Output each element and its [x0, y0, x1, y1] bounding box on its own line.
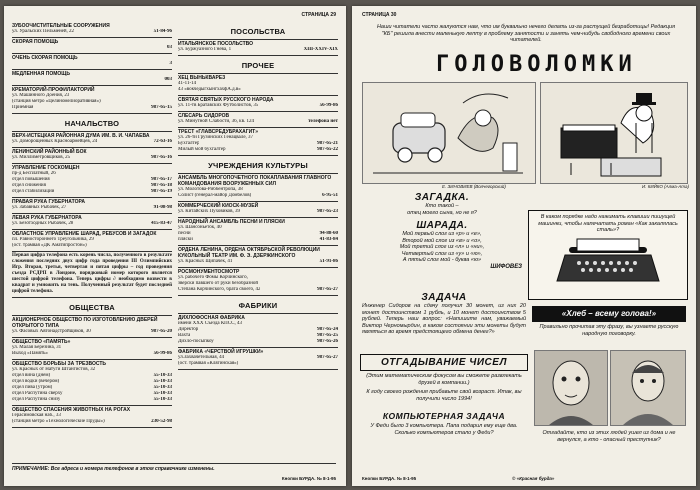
directory-entry	[178, 314, 338, 348]
entry-line	[12, 45, 172, 51]
entry-address: ул. Миллиметровщиков, 25	[12, 155, 71, 160]
sharada-line-4: Четвертый слог из «у» и «ю»,	[401, 250, 483, 257]
entry-name: ОЧЕНЬ СКОРАЯ ПОМОЩЬ	[12, 55, 78, 61]
entry-address: ул.Захвачетельная, 44	[178, 355, 225, 360]
entry-address: ул. Уральских Пельменей, 22	[12, 29, 75, 34]
cartoon-credit-2: И. КИЙКО (Алма-Ата)	[642, 184, 689, 189]
entry-name: ЛЕНИНСКИЙ РАЙОННЫЙ БОК	[12, 149, 87, 155]
section-heading: ОБЩЕСТВА	[12, 298, 172, 316]
page-label: СТРАНИЦА 30	[362, 12, 397, 18]
cartoon-illustration	[363, 83, 535, 183]
zadacha-title: ЗАДАЧА	[421, 292, 467, 303]
directory-column-2	[178, 22, 338, 370]
directory-entry	[12, 22, 172, 38]
entry-address: 43 «вокчедыгхынгхахфА.д.в»	[178, 87, 241, 92]
entry-line	[12, 77, 172, 83]
computer-task-title: КОМПЬЮТЕРНАЯ ЗАДАЧА	[382, 411, 506, 421]
entry-address: (ост. трамвая «ДК Аматипростон»)	[12, 243, 87, 248]
entry-name: ФАБРИКА «ЧЕРСТВОЙ ИГРУШКИ»	[178, 349, 264, 355]
entry-line	[178, 87, 338, 93]
entry-address: пр-д Бесплатный, 26	[12, 171, 56, 176]
entry-name: ДИХЛОФОСНАЯ ФАБРИКА	[178, 315, 245, 321]
entry-address: Бухгалтер	[178, 141, 200, 146]
portrait-image	[611, 351, 685, 425]
computer-task-block	[362, 412, 526, 436]
entry-phone: 6-95-51	[322, 193, 338, 198]
entry-address: отдел водки (вечером)	[12, 379, 60, 384]
entry-phone: 230-52-98	[151, 419, 172, 424]
entry-name: ОРДЕНА ЛЕНИНА, ОРДЕНА ОКТЯБРЬСКОЙ РЕВОЛЮЦИИ КУКОЛЬНЫЙ ТЕАТР ИМ. Ф. Э. ДЗЕРЖИНСКОГО	[178, 247, 320, 259]
entry-phone: 51-84-96	[153, 29, 172, 34]
entry-address: ул. Забавных Рыбачек, 27	[12, 205, 67, 210]
entry-address: ул. Китайских Пуховиков, 39	[178, 209, 240, 214]
entry-address: ул. 11-тв Братавских Футболистов, 35	[178, 103, 259, 108]
entry-phone: XIII-XXIV-XIX	[303, 47, 338, 52]
entry-name: СВЯТАЯ СВЯТЫХ РУССКОГО НАРОДА	[178, 97, 274, 103]
entry-phone: 41-83-84	[319, 237, 338, 242]
entry-line	[178, 209, 338, 215]
entry-line	[12, 105, 172, 111]
entry-address: Директор	[178, 327, 199, 332]
page-footer: Кнопки БУРДА. № 8-1-95	[281, 476, 336, 481]
entry-address: ул. Красных от Натуги Штангистов, 32	[12, 367, 96, 372]
directory-entry	[178, 246, 338, 268]
entry-address: отдел пива (утром)	[12, 385, 53, 390]
entry-address: Приемная	[12, 105, 34, 110]
entry-name: КОММЕРЧЕСКИЙ КИОСК-МУЗЕЙ	[178, 203, 259, 209]
portrait-image	[535, 351, 607, 425]
entry-phone: 72-63-16	[153, 139, 172, 144]
photo-caption: Отгадайте, кто из этих людей ушел из дома и не вернулся, а кто - опасный преступник?	[542, 430, 676, 443]
notice: ПРИМЕЧАНИЕ: Все адреса и номера телефонов в этом справочнике изменены.	[12, 463, 336, 472]
entry-name: ВЕРХ-ИСТЕЦКАЯ РАЙОННАЯ ДУМА ИМ. В. И. ЧАПАЕВА	[12, 133, 150, 139]
directory-column-1	[12, 22, 172, 428]
entry-line	[12, 29, 172, 35]
entry-phone: телефона нет	[308, 119, 338, 124]
cartoon-fridge-car	[362, 82, 536, 184]
entry-name: ОБЩЕСТВО БОРЬБЫ ЗА ТРЕЗВОСТЬ	[12, 361, 107, 367]
entry-line	[12, 139, 172, 145]
entry-address: Вахта	[178, 333, 191, 338]
entry-line	[12, 189, 172, 195]
cartoon-credit-1: Е. ЗИНОВИЕВ (Волчегорский)	[442, 184, 506, 189]
zagadka-title: ЗАГАДКА.	[414, 192, 470, 203]
entry-phone: 91-08-98	[153, 205, 172, 210]
directory-entry	[178, 202, 338, 218]
directory-entry	[178, 218, 338, 246]
directory-entry	[12, 360, 172, 406]
numbers-block	[360, 354, 528, 402]
entry-phone: 987-65-27	[317, 355, 338, 360]
entry-phone: 56-99-86	[153, 351, 172, 356]
khleb-banner: «Хлеб – всему голова!»	[532, 306, 686, 322]
directory-entry	[178, 174, 338, 202]
directory-entry	[178, 128, 338, 156]
entry-name: ОБЩЕСТВО СПАСЕНИЯ ЖИВОТНЫХ НА РОГАХ	[12, 407, 131, 413]
entry-address: (станция метро «Целиномелиоративная»)	[12, 99, 101, 104]
directory-entry	[12, 198, 172, 214]
entry-line	[178, 147, 338, 153]
entry-address: ул. Машинного Доения, 23	[12, 93, 70, 98]
page-title: ГОЛОВОЛОМКИ	[436, 52, 637, 77]
entry-name: РОСМОНУМЕНТОСМОТР	[178, 269, 240, 275]
section-heading: ПРОЧЕЕ	[178, 56, 338, 74]
entry-address: пляски	[178, 237, 193, 242]
section-heading: ПОСОЛЬСТВА	[178, 22, 338, 40]
entry-phone: 987-65-17	[151, 177, 172, 182]
entry-address: отдел Распутина сверху	[12, 391, 63, 396]
entry-name: СЛЕСАРЬ СИДОРОВ	[178, 113, 230, 119]
directory-entry	[12, 86, 172, 114]
entry-line	[12, 329, 172, 335]
entry-address: ул. Красных Щипачек, 41	[178, 259, 233, 264]
entry-line	[12, 419, 172, 425]
entry-address: ул. Молотова-Риббентропа, 38	[178, 187, 243, 192]
entry-address: ул. Малая Березина, 31	[12, 345, 62, 350]
entry-phone: 987-65-18	[151, 183, 172, 188]
entry-name: ЗУБООЧИСТИТЕЛЬНЫЕ СООРУЖЕНИЯ	[12, 23, 110, 29]
directory-entry	[178, 268, 338, 296]
entry-line	[12, 221, 172, 227]
entry-phone: 55-10-33	[153, 391, 172, 396]
numbers-subtitle: (Этим математическим фокусом вы сможете развлекать друзей в компании.)	[366, 373, 522, 386]
entry-phone: 987-65-22	[317, 147, 338, 152]
zadacha-text: Инженер Сидоров на сдачу получил 30 монет, из них 20 монет достоинством 1 рубль, и 10 монет достоинством 5 рублей. Теперь наш вопрос: «Напишите нам, уважаемый Виктор Черномырдин, в каком состоянии эти монеты будут являться во время предстоящего обмена денег?»	[362, 303, 526, 335]
entry-phone: 987-65-21	[317, 141, 338, 146]
khleb-text: Правильно прочитав эту фразу, вы узнаете русскую народную поговорку.	[539, 324, 679, 337]
directory-entry	[178, 348, 338, 370]
entry-address: Выход «Память»	[12, 351, 48, 356]
directory-entry	[178, 112, 338, 128]
entry-name: ХЕЦ ВЫНЬКВАРЕЗ	[178, 75, 226, 81]
entry-line	[12, 351, 172, 357]
entry-line	[12, 155, 172, 161]
intro-text: Наши читатели часто жалуются нам, что им буквально нечего делать из-за растущей безработицы! Редакция "КБ" решила внести маленькую лепту в проблему занятости и занять чем-нибудь свободного времени своих читателей.	[376, 24, 676, 43]
entry-phone: 003	[164, 77, 172, 82]
entry-phone: 55-10-33	[153, 379, 172, 384]
entry-line	[12, 205, 172, 211]
typewriter-question: В каком порядке надо нажимать клавиши пишущей машинки, чтобы напечатать роман «Как закалялась сталь»?	[538, 214, 678, 233]
entry-phone: 987-65-25	[317, 333, 338, 338]
entry-line	[12, 243, 172, 249]
sharada-stamp: ШИФОВЕЗ	[490, 263, 522, 270]
entry-name: ИТАЛЬЯНСКОЕ ПОСОЛЬСТВО	[178, 41, 254, 47]
typewriter-icon	[529, 237, 687, 289]
entry-address: зверски павшего от руки безобразной	[178, 281, 259, 286]
directory-entry	[178, 40, 338, 56]
entry-line	[178, 287, 338, 293]
entry-address: ул. Фасовых Автонадстройщиков, 30	[12, 329, 91, 334]
entry-address: отдел повышения	[12, 177, 50, 182]
entry-line	[178, 237, 338, 243]
entry-line	[178, 103, 338, 109]
entry-name: ОБЛАСТНОЕ УПРАВЛЕНИЕ ШАРАД, РЕБУСОВ И ЗАГАДОК	[12, 231, 157, 237]
entry-name: ПРАВАЯ РУКА ГУБЕРНАТОРА	[12, 199, 85, 205]
entry-phone: 03	[167, 45, 172, 50]
entry-phone: 987-65-24	[317, 327, 338, 332]
entry-name: КРЕМАТОРИЙ-ПРОФИЛАКТОРИЙ	[12, 87, 95, 93]
entry-name: АКЦИОНЕРНОЕ ОБЩЕСТВО ПО ИЗГОТОВЛЕНИЮ ДВЕРЕЙ ОТКРЫТОГО ТИПА	[12, 317, 158, 329]
entry-address: отдел стабилизации	[12, 189, 55, 194]
entry-address: Дихло-посыпкоу	[178, 339, 214, 344]
entry-name: ЛЕВАЯ РУКА ГУБЕРНАТОРА	[12, 215, 82, 221]
photo-1	[534, 350, 608, 426]
entry-line	[178, 193, 338, 199]
entry-address: ул. Безотходных Рыбачек, 28	[12, 221, 74, 226]
entry-phone: 987-65-26	[317, 339, 338, 344]
entry-name: СКОРАЯ ПОМОЩЬ	[12, 39, 59, 45]
entry-phone: 56-99-86	[319, 103, 338, 108]
entry-address: ул. Буржуазного Гнева, 1	[178, 47, 232, 52]
page-footer: Кнопки БУРДА. № 8-1-95	[362, 476, 417, 481]
entry-name: ОБЩЕСТВО «ПАМЯТЬ»	[12, 339, 71, 345]
directory-entry	[12, 338, 172, 360]
directory-entry	[12, 214, 172, 230]
entry-address: Милый мой бухгалтер	[178, 147, 226, 152]
section-heading: НАЧАЛЬСТВО	[12, 114, 172, 132]
sharada-line-5: А пятый слог мой - буква «ю»	[402, 257, 482, 263]
entry-address: песни	[178, 231, 191, 236]
copyright: © «Красная бурда»	[512, 476, 555, 481]
entry-address: ул. Шансоньеток, 40	[178, 225, 222, 230]
entry-name: НАРОДНЫЙ АНСАМБЛЬ ПЕСНИ И ПЛЯСКИ	[178, 219, 285, 225]
entry-address: Герасимовская наб., 33	[12, 413, 61, 418]
entry-name: МЕДЛЕННАЯ ПОМОЩЬ	[12, 71, 70, 77]
directory-entry	[12, 38, 172, 54]
entry-phone: 55-10-33	[153, 397, 172, 402]
sharada-title: ШАРАДА.	[416, 220, 468, 231]
entry-phone: 987-65-19	[151, 189, 172, 194]
zadacha-block	[362, 292, 526, 336]
riddle-paragraph: Первая цифра телефона есть корень числа, полученного в результате сложения последних двух цифр года проведения III Олимпийских Игр. Вторая, третья, четвертая и пятая цифры – год проведения съезда РСДРП в Лондоне, порядковый номер которого является шестой цифрой телефона. Теперь цифры ∂ необходимо возвести в квадрат и умножить на тень. Полученный результат будет последней цифрой телефона.	[12, 252, 172, 298]
directory-entry	[12, 230, 172, 252]
entry-phone: 55-10-33	[153, 373, 172, 378]
entry-address: имени XXX Съезда КПСС, 43	[178, 321, 242, 326]
directory-entry	[12, 148, 172, 164]
entry-line	[12, 61, 172, 67]
section-heading: ФАБРИКИ	[178, 296, 338, 314]
entry-phone: 415-83-47	[151, 221, 172, 226]
entry-line	[12, 397, 172, 403]
cartoon-piano-man	[540, 82, 688, 184]
entry-line	[178, 259, 338, 265]
entry-address: пл. Равностороннего Треугольника, 29	[12, 237, 94, 242]
entry-phone: 987-65-27	[317, 287, 338, 292]
entry-address: Солист (генерал-майор Домбелов)	[178, 193, 252, 198]
directory-entry	[12, 406, 172, 428]
numbers-text: К году своего рождения прибавьте свой возраст. Итак, вы получили число 1994!	[366, 389, 522, 402]
cartoon-illustration	[541, 83, 687, 183]
sharada-line-1: Мой первый слог из «р» и «е»,	[402, 231, 482, 237]
entry-phone: 987-65-23	[317, 209, 338, 214]
right-page	[352, 6, 696, 486]
entry-name: ТРЕСТ «ГЛАВСРЕДУБРАХАГИТ»	[178, 129, 259, 135]
entry-line	[178, 119, 338, 125]
entry-line	[178, 339, 338, 345]
entry-phone: 987-65-16	[151, 155, 172, 160]
entry-address: (станция метро «Технологические Пруды»)	[12, 419, 105, 424]
entry-phone: 55-10-33	[153, 385, 172, 390]
entry-phone: 94-88-60	[319, 231, 338, 236]
zagadka-line-2: отец моего сына, но не я?	[407, 209, 477, 216]
zagadka-line-1: Кто такой –	[425, 203, 459, 209]
entry-name: АНСАМБЛЬ МНОГОПОЧЕТНОГО ПОКАПЛАВАНИЯ ГЛАВНОГО КОМАНДОВАНИЯ ВООРУЖЕННЫХ СИЛ	[178, 175, 332, 187]
sharada-line-2: Второй мой слог из «в» и «о»,	[402, 237, 482, 244]
directory-entry	[12, 132, 172, 148]
section-heading: УЧРЕЖДЕНИЯ КУЛЬТУРЫ	[178, 156, 338, 174]
entry-address: отдел Распутина снизу	[12, 397, 61, 402]
entry-address: ул. 26-ти Грузинских Генацвале, 37	[178, 135, 254, 140]
left-page	[4, 6, 346, 486]
entry-phone: 3	[169, 61, 172, 66]
photo-2	[610, 350, 686, 426]
entry-line	[178, 47, 338, 53]
directory-entry	[12, 316, 172, 338]
entry-phone: 987-65-20	[151, 329, 172, 334]
entry-address: Степана Корчинского, брата своего, 42	[178, 287, 261, 292]
entry-address: отдел вина (днем)	[12, 373, 51, 378]
directory-entry	[178, 96, 338, 112]
directory-entry	[178, 74, 338, 96]
entry-line	[178, 361, 338, 367]
directory-entry	[12, 54, 172, 70]
entry-phone: 51-91-86	[319, 259, 338, 264]
sharada-line-3: Мой третий слог из «л» и «ни»,	[399, 244, 485, 250]
entry-address: ул. рабочего Фомы Корчинского,	[178, 275, 248, 280]
zagadka-block	[362, 192, 522, 270]
entry-name: УПРАВЛЕНИЕ ГОСКОМЦЕН	[12, 165, 80, 171]
page-label: СТРАНИЦА 29	[301, 12, 336, 18]
entry-address: ул. Минутной Слабости, 36, кв. 124	[178, 119, 254, 124]
directory-entry	[12, 70, 172, 86]
entry-phone: 987-65-15	[151, 105, 172, 110]
directory-entry	[12, 164, 172, 198]
computer-task-text: У Феди было 3 компьютера. Папа подарил ему еще два. Сколько компьютеров стало у Феди?	[370, 423, 518, 436]
entry-address: отдел снижения	[12, 183, 46, 188]
typewriter-puzzle-box	[528, 210, 688, 300]
entry-address: (ост. трамвая «Клягинская»)	[178, 361, 239, 366]
numbers-title: ОТГАДЫВАНИЕ ЧИСЕЛ	[360, 354, 528, 371]
entry-address: ул. Доморощенных Красноармейцев, 24	[12, 139, 98, 144]
entry-address: 41-11-14	[178, 81, 197, 86]
